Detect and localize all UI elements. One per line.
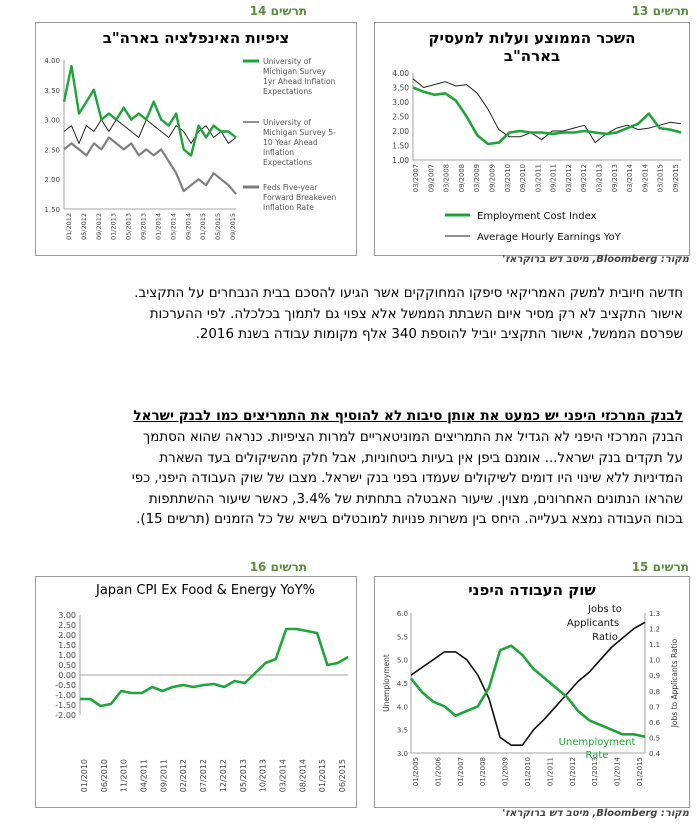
figure-14-y-tick: 1.50 <box>44 206 60 214</box>
paragraph-japan-line-2: על תקדים בנק ישראל... אומנם ביפן אין בעיות ביטחוניות, אבל חלק מהשיקולים בעד השארת <box>159 450 683 466</box>
figure-15-y-tick-left: 5.5 <box>396 633 408 642</box>
figure-16-y-tick: 0.00 <box>58 671 76 680</box>
figure-13-x-tick: 03/2013 <box>595 164 604 193</box>
figure-16-x-tick: 02/2012 <box>179 759 189 793</box>
figure-14-legend-text: Inflation <box>263 148 295 157</box>
figure-15-y-tick-left: 6.0 <box>396 610 408 618</box>
figure-15-annotation-jobs-1: Jobs to <box>588 604 622 615</box>
figure-16-x-tick: 01/2015 <box>318 759 328 793</box>
figure-16-label: תרשים 16 <box>249 560 307 574</box>
figure-13-x-tick: 03/2009 <box>473 164 482 193</box>
figure-16-y-tick: -2.00 <box>55 711 76 720</box>
figure-15-y-tick-right: 0.9 <box>649 672 661 681</box>
figure-15-x-tick: 01/2015 <box>636 757 644 787</box>
figure-14-legend-text: 10 Year Ahead <box>263 138 318 147</box>
figure-13-x-tick: 03/2014 <box>626 164 635 193</box>
figure-15-y-tick-right: 1.2 <box>649 625 661 634</box>
paragraph-japan-line-5: בכוח העבודה נמצא בעלייה. היחס בין משרות פנויות למובטלים בשיא של כל הזמנים (תרשים 15). <box>136 512 683 527</box>
figure-13-x-tick: 03/2015 <box>656 164 665 193</box>
figure-14-x-tick: 05/2012 <box>79 213 88 241</box>
figure-15-y-tick-right: 0.7 <box>649 703 661 712</box>
figure-13-x-tick: 03/2011 <box>534 164 543 193</box>
figure-16-x-tick: 01/2010 <box>80 759 89 793</box>
figure-13-x-tick: 03/2012 <box>564 164 573 193</box>
figure-16-y-tick: 1.00 <box>58 651 76 660</box>
figure-14-x-tick: 09/2015 <box>229 213 237 241</box>
figure-13-y-tick: 1.50 <box>392 141 409 151</box>
figure-14-series-1yr <box>64 66 236 155</box>
figure-16-x-tick: 03/2014 <box>278 759 288 793</box>
figure-16-x-tick: 04/2011 <box>139 759 149 793</box>
figure-14-x-tick: 05/2013 <box>124 213 133 241</box>
figure-14-legend-text: Inflation Rate <box>263 203 314 212</box>
figure-14-label: תרשים 14 <box>249 4 307 18</box>
figure-13-y-tick: 2.00 <box>392 127 409 136</box>
figure-15-annotation-unemp-2: Rate <box>585 750 609 761</box>
section-headline: לבנק המרכזי היפני יש כמעט את אותן סיבות לא להוסיף את התמריצים כמו לבנק ישראל <box>133 408 683 424</box>
figure-15-annotation-unemp-1: Unemployment <box>558 737 636 748</box>
figure-15-x-tick: 01/2008 <box>479 757 488 787</box>
figure-15-plot <box>375 577 689 807</box>
figure-15-y-tick-right: 0.4 <box>649 750 661 758</box>
figure-13-legend-eci: Employment Cost Index <box>477 211 597 222</box>
figure-16-x-tick: 07/2012 <box>199 759 209 793</box>
figure-16-x-tick: 11/2010 <box>119 759 129 793</box>
figure-16-x-tick: 08/2014 <box>298 759 308 793</box>
figure-13-x-tick: 09/2007 <box>427 164 436 193</box>
figure-15-annotation-jobs-3: Ratio <box>592 632 618 643</box>
figure-15-y-tick-right: 1.1 <box>649 641 661 650</box>
figure-15-x-tick: 01/2010 <box>524 757 532 787</box>
figure-15-label: תרשים 15 <box>631 560 689 574</box>
figure-14-x-tick: 05/2015 <box>214 213 223 241</box>
figure-15-y-tick-left: 5.0 <box>396 656 408 665</box>
paragraph-budget <box>3 284 683 346</box>
figure-15-y-tick-right: 0.5 <box>649 734 661 743</box>
figure-14-x-tick: 01/2012 <box>65 213 73 241</box>
paragraph-japan-line-4: שהראו הנתונים האחרונים, מצוין. שיעור האבטלה בתחתית של 3.4%, כאשר שיעור ההשתתפות <box>148 491 683 507</box>
figure-16-x-tick: 09/2011 <box>159 759 169 793</box>
figure-13-plot <box>375 23 689 255</box>
figure-15-x-tick: 01/2014 <box>613 757 622 787</box>
figure-16-y-tick: -1.50 <box>55 701 76 710</box>
figure-16-y-tick: 1.50 <box>58 641 76 650</box>
figure-16-y-tick: 2.50 <box>58 621 76 630</box>
figure-14-legend-text: 1yr Ahead Inflation <box>263 77 336 86</box>
figure-13-x-tick: 09/2015 <box>672 164 680 193</box>
figure-14-y-tick: 3.50 <box>44 86 60 95</box>
figure-15-x-tick: 01/2005 <box>412 757 420 787</box>
figure-15-y-tick-left: 3.5 <box>396 726 408 735</box>
figure-13-x-tick: 09/2009 <box>488 164 497 193</box>
figure-15-y-tick-right: 1.3 <box>649 610 661 618</box>
figure-13-legend-hourly: Average Hourly Earnings YoY <box>477 232 621 243</box>
figure-13-y-tick: 2.50 <box>392 112 409 122</box>
figure-15-x-tick: 01/2007 <box>456 757 465 787</box>
figure-14-x-tick: 01/2013 <box>109 213 118 241</box>
figure-13-y-tick: 3.50 <box>392 83 409 93</box>
figure-14-chart <box>35 22 357 256</box>
figure-13-y-tick: 4.00 <box>392 69 409 78</box>
figure-16-y-tick: 2.00 <box>58 631 76 640</box>
figure-13-title-line1: השכר הממוצע ועלות למעסיק <box>428 29 636 47</box>
figure-14-y-tick: 4.00 <box>44 57 60 65</box>
figure-13-source: מקור: Bloomberg, מיטב דש ברוקראז' <box>502 254 689 265</box>
figure-15-y-tick-right: 1.0 <box>649 656 661 665</box>
figure-15-x-tick: 01/2012 <box>568 757 577 787</box>
figure-15-y-tick-right: 0.6 <box>649 718 661 727</box>
figure-16-y-tick: 0.50 <box>58 661 76 670</box>
figure-13-x-tick: 03/2007 <box>412 164 420 193</box>
figure-16-x-tick: 05/2013 <box>238 759 248 793</box>
figure-14-x-tick: 09/2013 <box>139 213 148 241</box>
figure-15-x-tick: 01/2009 <box>501 757 510 787</box>
figure-15-x-tick: 01/2013 <box>591 757 600 787</box>
figure-13-x-tick: 09/2011 <box>549 164 558 193</box>
figure-14-title: ציפיות האינפלציה בארה"ב <box>102 29 290 47</box>
figure-14-legend-text: University of <box>263 118 312 127</box>
figure-13-y-tick: 1.00 <box>392 156 409 165</box>
figure-15-y-tick-left: 4.5 <box>396 680 408 688</box>
figure-13-chart <box>374 22 690 256</box>
figure-14-legend-text: Forward Breakeven <box>263 193 337 202</box>
figure-13-y-tick: 3.00 <box>392 98 409 107</box>
figure-15-source: מקור: Bloomberg, מיטב דש ברוקראז' <box>502 808 689 819</box>
figure-16-title: Japan CPI Ex Food & Energy YoY% <box>96 583 315 598</box>
figure-16-chart <box>35 576 357 808</box>
figure-14-y-tick: 3.00 <box>44 116 60 125</box>
figure-15-y-tick-left: 4.0 <box>396 703 408 712</box>
figure-15-y-label-left: Unemployment <box>382 654 391 712</box>
figure-15-series-unemployment <box>411 646 645 737</box>
figure-15-chart <box>374 576 690 808</box>
figure-14-y-tick: 2.00 <box>44 176 60 185</box>
figure-16-y-tick: -1.00 <box>55 691 76 700</box>
figure-14-plot <box>36 23 356 255</box>
figure-15-y-tick-left: 3.0 <box>396 750 408 758</box>
paragraph-budget-line-3: שפרסם הממשל, אישור התקציב יוביל להוספת 340 אלף מקומות עבודה בשנת 2016. <box>195 327 683 342</box>
figure-16-y-tick: 3.00 <box>58 611 76 620</box>
figure-14-x-tick: 01/2014 <box>154 213 163 241</box>
figure-14-x-tick: 09/2014 <box>184 213 193 241</box>
figure-13-x-tick: 03/2008 <box>442 164 451 193</box>
figure-16-plot <box>36 577 356 807</box>
figure-15-x-tick: 01/2006 <box>434 757 443 787</box>
figure-13-title-line2: בארה"ב <box>503 47 561 65</box>
figure-14-y-tick: 2.50 <box>44 146 60 155</box>
figure-15-title: שוק העבודה היפני <box>468 581 596 599</box>
figure-14-legend-text: Expectations <box>263 87 313 96</box>
paragraph-budget-line-1: חדשה חיובית למשק האמריקאי סיפקו המחוקקים אשר הגיעו להסכם בבית הנבחרים על התקציב. <box>134 286 683 301</box>
paragraph-budget-line-2: אישור התקציב לא רק מסיר איום השבתת הממשל אלא צפוי גם לתמוך בכלכלה. לפי ההערכות <box>149 306 683 322</box>
figure-14-legend-text: Expectations <box>263 158 313 167</box>
figure-14-legend-text: Michigan Survey 5- <box>263 128 336 137</box>
figure-14-legend-text: Feds Five-year <box>263 183 318 192</box>
figure-16-y-tick: -0.50 <box>55 681 76 690</box>
figure-15-annotation-jobs-2: Applicants <box>566 618 620 629</box>
figure-14-legend-text: Michigan Survey <box>263 67 326 76</box>
figure-14-x-tick: 05/2014 <box>169 213 178 241</box>
figure-13-x-tick: 03/2010 <box>503 164 512 193</box>
figure-14-legend-text: University of <box>263 57 312 66</box>
paragraph-japan <box>3 428 683 531</box>
figure-13-x-tick: 09/2012 <box>580 164 589 193</box>
figure-13-x-tick: 09/2014 <box>641 164 650 193</box>
figure-13-x-tick: 09/2010 <box>519 164 528 193</box>
figure-13-x-tick: 09/2008 <box>457 164 466 193</box>
figure-16-x-tick: 12/2012 <box>218 759 228 793</box>
figure-15-y-tick-right: 0.8 <box>649 687 661 696</box>
figure-13-label: תרשים 13 <box>631 4 689 18</box>
figure-15-x-tick: 01/2011 <box>546 757 555 787</box>
figure-13-x-tick: 09/2013 <box>610 164 619 193</box>
figure-14-x-tick: 09/2012 <box>94 213 103 241</box>
figure-16-x-tick: 06/2015 <box>338 759 347 793</box>
figure-16-series-cpi <box>80 629 348 706</box>
figure-16-x-tick: 06/2010 <box>99 759 109 793</box>
figure-15-y-label-right: Jobs to Applicants Ratio <box>670 638 679 728</box>
figure-14-series-breakeven <box>64 138 236 195</box>
figure-14-x-tick: 01/2015 <box>199 213 208 241</box>
figure-16-x-tick: 10/2013 <box>258 759 268 793</box>
paragraph-japan-line-1: הבנק המרכזי היפני לא הגדיל את התמריצים המוניטאריים למרות הציפיות. כנראה שהוא הסתמך <box>143 430 683 445</box>
paragraph-japan-line-3: המדיניות ללא שינוי היו דומים לשיקולים שעמדו בפני בנק ישראל. מצבו של שוק העבודה היפני, כפי <box>131 471 683 486</box>
